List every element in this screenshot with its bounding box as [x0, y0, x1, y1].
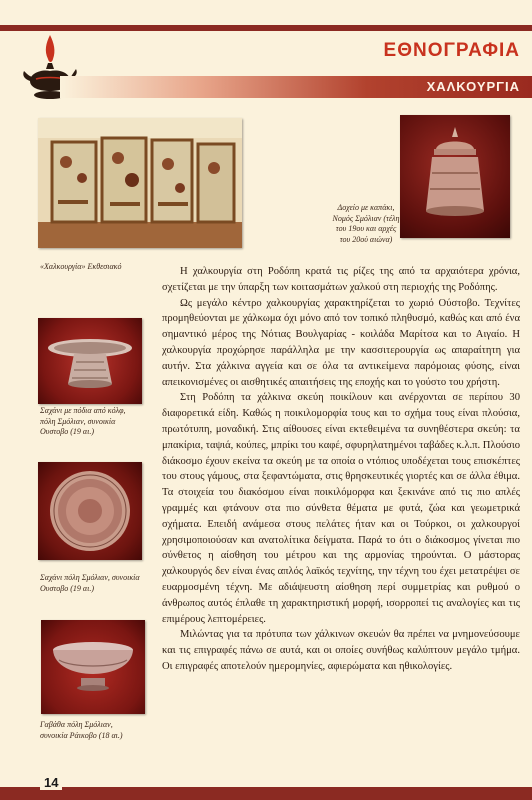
paragraph: Ως μεγάλο κέντρο χαλκουργίας χαρακτηρίζεται το χωριό Ούστοβο. Τεχνίτες προμηθεύονται με χάλκωμα όχι μόνο από τον τοπικό πληθυσμό, καθώς και από ένα σημαντικό μέρος της Νότιας Βουλγαρίας - κοιλάδα Μαρίτσα και το Αιγαίο. Η χαλκουργία προχώρησε παράλληλα με την κασσιτερουργία ως απαραίτητη για αυτήν. Στα χάλκινα αγγεία και σε όλα τα αντικείμενα παρόμοιας φύσης, είναι απεικονισμένες οι αισθητικές απαιτήσεις της εποχής και το γούστο του χρήστη. [162, 297, 520, 388]
section-title: ΧΑΛΚΟΥΡΓΙΑ [426, 79, 520, 94]
article-body [162, 264, 520, 675]
caption-plate: Σαχάνι πόλη Σμόλιαν, συνοικία Ουστοβο (19 αι.) [40, 573, 140, 593]
engraved-plate-photo [38, 462, 142, 560]
caption-bowl: Γαβάθα πόλη Σμόλιαν, συνοικία Ράικοβο (18 αι.) [40, 720, 123, 740]
page-number: 14 [40, 775, 62, 790]
museum-exhibit-photo [38, 118, 242, 248]
caption-museum: «Χαλκουργία» Εκθεσιακό [40, 262, 122, 271]
lidded-container-photo [400, 115, 510, 238]
footed-tray-photo [38, 318, 142, 404]
paragraph: Μιλώντας για τα πρότυπα των χάλκινων σκευών θα πρέπει να μνημονεύσουμε και τις επιγραφές πάνω σε αυτά, και οι οποίες συνήθως καλύπτουν μεγάλο τμήμα. Οι επιγραφές αποτελούν ημερομηνίες, αφιερώματα και ηθικολογίες. [162, 629, 520, 672]
copper-bowl-photo [41, 620, 145, 714]
page-title: ΕΘΝΟΓΡΑΦΙΑ [383, 40, 520, 61]
paragraph: Η χαλκουργία στη Ροδόπη κρατά τις ρίζες της από τα αρχαιότερα χρόνια, σχετίζεται με την ύπαρξη των κοιτασμάτων χαλκού στη περιοχής της Ροδόπης. [162, 266, 520, 293]
footer-bar [0, 787, 532, 800]
caption-container: Δοχείο με καπάκι, Νομός Σμόλιαν (τέλη του 19ου και αρχές του 20ού αιώνα) [332, 203, 400, 244]
section-band [60, 76, 532, 98]
paragraph: Στη Ροδόπη τα χάλκινα σκεύη ποικίλουν και ανέρχονται σε περίπου 30 διαφορετικά είδη. Καθώς η ποικιλομορφία τους και το σχήμα τους είναι πλούσια, πρωτότυπη, μοναδική. Στις αίθουσες είναι εκτεθειμένα τα συνηθέστερα σκεύη: τα μπακίρια, ταψιά, κούπες, μπρίκι του καφέ, σφυρηλατημένοι ταβάδες κ.λ.π. Πλούσιο διάκοσμο έχουν εκείνα τα σκεύη με τα οποία ο ντόπιος υποδέχεται τους επισκέπτες του στους γάμους, στα ξεφαντώματα, στις θρησκευτικές γιορτές και σε άλλα έθιμα. Τα στοιχεία του διακόσμου είναι ποικιλόμορφα και ξεκινάνε από τις πιο απλές γραμμές και φτάνουν στα πιο σύνθετα θέματα με φυτά, ζώα και γεωμετρικά σχήματα. Επειδή ανάμεσα στους πελάτες ήταν και οι Τούρκοι, οι χαλκουργοί χρησιμοποιούσαν και ανατολίτικα δείγματα. Παρά το ότι ο διάκοσμος γίνεται πιο σύνθετος η αίσθηση του μέτρου και της αρμονίας τηρούνται. Ο μάστορας χαλκουργός δεν είναι ένας απλός λαϊκός τεχνίτης, την τέχνη του έχει μετατρέψει σε ευαρμοσμένη τέχνη. Με αδιάψευστη αίσθηση περί συμμετρίας και ρυθμού ο άνθρωπος αυτός έπλαθε τη χαρακτηριστική μορφή, ισορροπεί τις αναλογίες και τις επιμέρους λεπτομέρειες. [162, 392, 520, 625]
caption-tray: Σαχάνι με πόδια από κόλφ, πόλη Σμόλιαν, συνοικία Ουστοβο (19 αι.) [40, 406, 126, 436]
top-rule [0, 25, 532, 31]
